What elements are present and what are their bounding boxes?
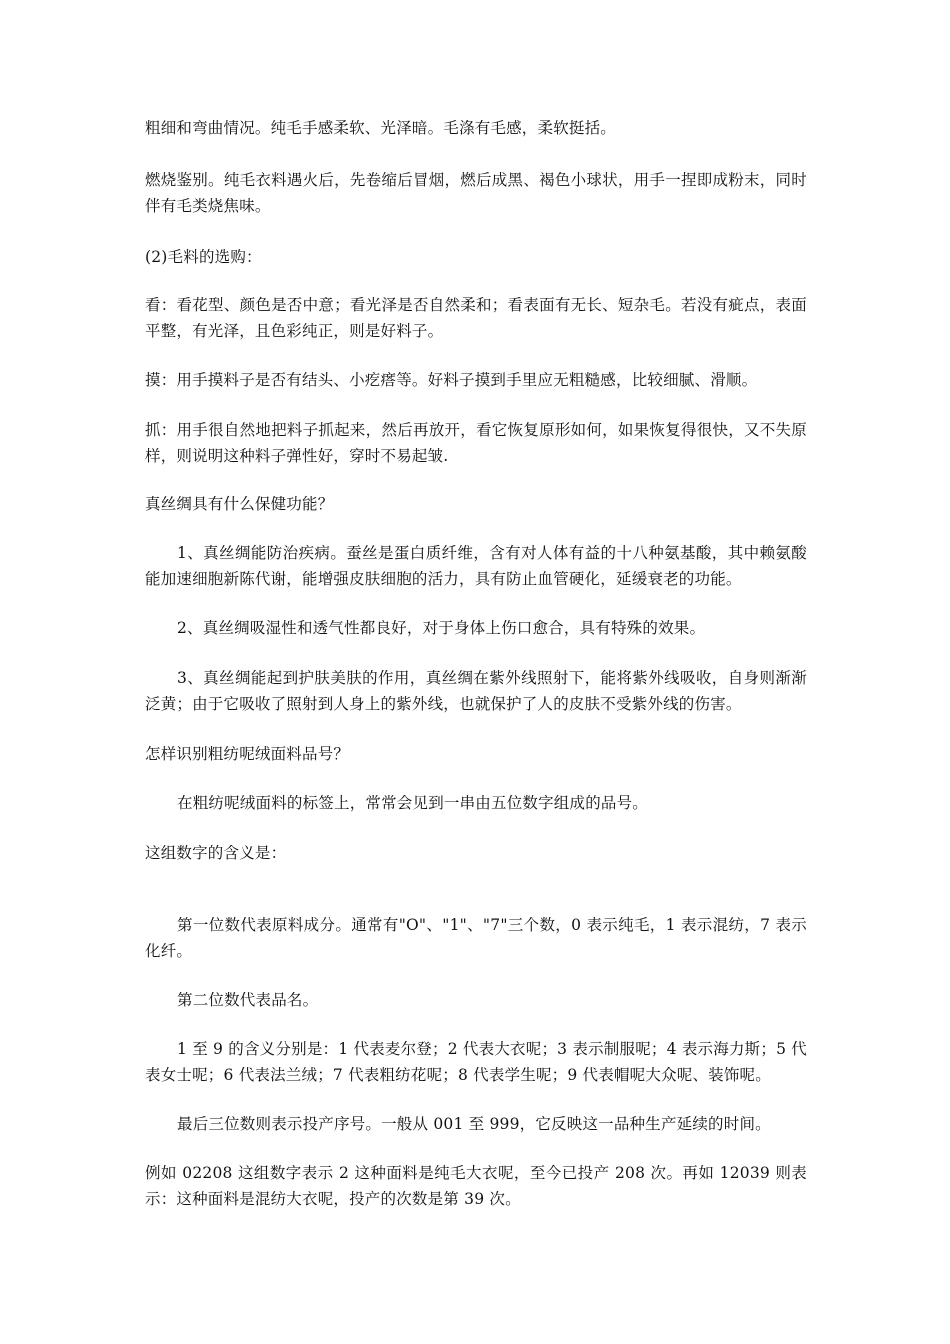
paragraph-silk-point-3: 3、真丝绸能起到护肤美肤的作用，真丝绸在紫外线照射下，能将紫外线吸收，自身则渐渐泛黄；由于它吸收了照射到人身上的紫外线，也就保护了人的皮肤不受紫外线的伤害。: [145, 669, 807, 713]
paragraph-wool-buying-heading: (2)毛料的选购：: [145, 248, 262, 266]
paragraph-woolen-code-heading: 怎样识别粗纺呢绒面料品号？: [145, 745, 350, 763]
paragraph-digit-meanings: 1 至 9 的含义分别是：1 代表麦尔登；2 代表大衣呢；3 表示制服呢；4 表示海力斯；5 代表女士呢；6 代表法兰绒；7 代表粗纺花呢；8 代表学生呢；9 代表帽呢大众呢、装饰呢。: [145, 1040, 807, 1084]
paragraph-first-digit: 第一位数代表原料成分。通常有"O"、"1"、"7"三个数，0 表示纯毛，1 表示混纺，7 表示化纤。: [145, 916, 807, 960]
paragraph-second-digit: 第二位数代表品名。: [177, 991, 319, 1009]
paragraph-last-digits: 最后三位数则表示投产序号。一般从 001 至 999，它反映这一品种生产延续的时间。: [177, 1115, 771, 1133]
paragraph-code-meaning: 这组数字的含义是：: [145, 844, 287, 862]
paragraph-burn-test: 燃烧鉴别。纯毛衣料遇火后，先卷缩后冒烟，燃后成黑、褐色小球状，用手一捏即成粉末，同时伴有毛类烧焦味。: [145, 171, 807, 215]
paragraph-example: 例如 02208 这组数字表示 2 这种面料是纯毛大衣呢，至今已投产 208 次。再如 12039 则表示：这种面料是混纺大衣呢，投产的次数是第 39 次。: [145, 1164, 807, 1208]
paragraph-touch: 摸：用手摸料子是否有结头、小疙瘩等。好料子摸到手里应无粗糙感，比较细腻、滑顺。: [145, 371, 758, 389]
paragraph-silk-heading: 真丝绸具有什么保健功能？: [145, 495, 334, 513]
paragraph-wool-texture: 粗细和弯曲情况。纯毛手感柔软、光泽暗。毛涤有毛感，柔软挺括。: [145, 119, 617, 137]
paragraph-look: 看：看花型、颜色是否中意；看光泽是否自然柔和；看表面有无长、短杂毛。若没有疵点，表面平整，有光泽，且色彩纯正，则是好料子。: [145, 296, 807, 340]
paragraph-grab: 抓：用手很自然地把料子抓起来，然后再放开，看它恢复原形如何，如果恢复得很快，又不失原样，则说明这种料子弹性好，穿时不易起皱.: [145, 421, 807, 465]
paragraph-label-code: 在粗纺呢绒面料的标签上，常常会见到一串由五位数字组成的品号。: [177, 794, 649, 812]
paragraph-silk-point-2: 2、真丝绸吸湿性和透气性都良好，对于身体上伤口愈合，具有特殊的效果。: [177, 619, 706, 637]
paragraph-silk-point-1: 1、真丝绸能防治疾病。蚕丝是蛋白质纤维，含有对人体有益的十八种氨基酸，其中赖氨酸能加速细胞新陈代谢，能增强皮肤细胞的活力，具有防止血管硬化，延缓衰老的功能。: [145, 544, 807, 588]
